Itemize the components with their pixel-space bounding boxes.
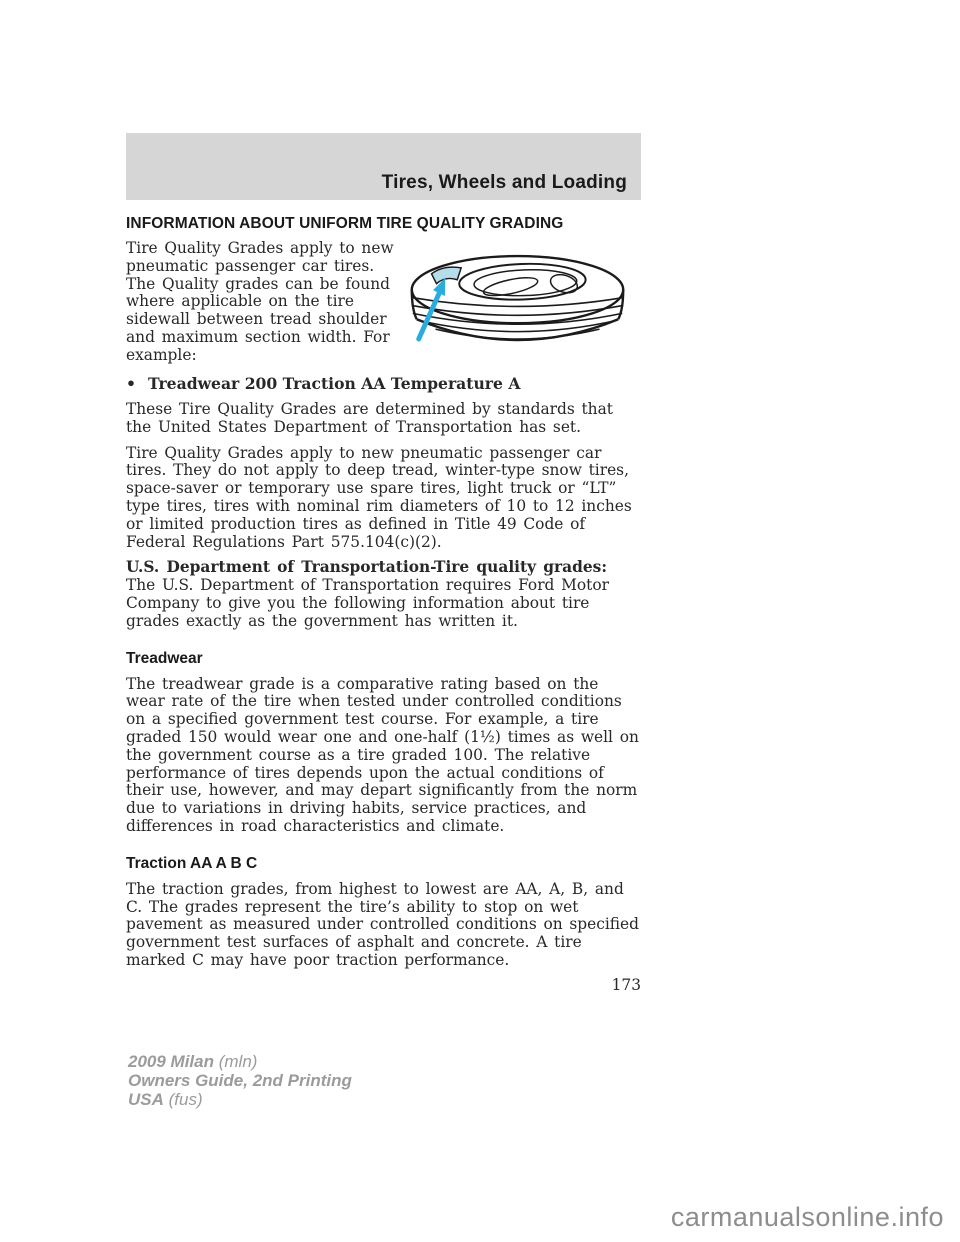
traction-heading: Traction AA A B C bbox=[126, 854, 258, 872]
intro-row bbox=[126, 240, 641, 365]
footer-line-guide bbox=[128, 1071, 352, 1090]
intro-paragraph: Tire Quality Grades apply to new pneumatic passenger car tires. The Quality grades can be found where applicable on the tire sidewall between tread shoulder and maximum section width. For example: bbox=[126, 239, 394, 364]
treadwear-heading: Treadwear bbox=[126, 649, 203, 667]
page-content-column bbox=[126, 133, 641, 994]
footer-model-code: (mln) bbox=[214, 1052, 258, 1071]
treadwear-paragraph: The treadwear grade is a comparative rating based on the wear rate of the tire when tested under controlled conditions on a specified government test course. For example, a tire graded 150 would wear one and one-half (1½) times as well on the government course as a tire graded 100. The relative performance of tires depends upon the actual conditions of their use, however, and may depart significantly from the norm due to variations in driving habits, service practices, and differences in road characteristics and climate. bbox=[126, 674, 639, 835]
tire-left-edge bbox=[412, 290, 417, 320]
chapter-banner bbox=[126, 133, 641, 200]
traction-paragraph: The traction grades, from highest to lowest are AA, A, B, and C. The grades represent the tire’s ability to stop on wet pavement as measured under controlled conditions on specified government test surfaces of asphalt and concrete. A tire marked C may have poor traction performance. bbox=[126, 879, 640, 969]
dot-paragraph-rest: The U.S. Department of Transportation requires Ford Motor Company to give you the following information about tire grades exactly as the government has written it. bbox=[126, 576, 609, 630]
sidewall-grade-patch bbox=[432, 267, 462, 284]
tire-sidewall-illustration bbox=[394, 240, 641, 365]
footer-region: USA bbox=[128, 1090, 164, 1109]
page-number: 173 bbox=[611, 975, 641, 994]
dot-quality-grades-paragraph bbox=[126, 559, 641, 630]
bullet-icon: • bbox=[126, 374, 136, 393]
document-footer bbox=[128, 1052, 352, 1109]
footer-model-year: 2009 Milan bbox=[128, 1052, 214, 1071]
footer-region-code: (fus) bbox=[163, 1090, 203, 1109]
dot-paragraph-lead: U.S. Department of Transportation-Tire quality grades: bbox=[126, 558, 608, 577]
standards-paragraph: These Tire Quality Grades are determined by standards that the United States Department of Transportation has set. bbox=[126, 400, 613, 436]
tire-figure-svg bbox=[394, 240, 641, 361]
tire-rim-inner-ring bbox=[474, 268, 578, 297]
watermark-text: carmanualsonline.info bbox=[670, 1202, 944, 1232]
applicability-paragraph: Tire Quality Grades apply to new pneumatic passenger car tires. They do not apply to deep tread, winter-type snow tires, space-saver or temporary use spare tires, light truck or “LT” type tires, tires with nominal rim diameters of 10 to 12 inches or limited production tires as defined in Title 49 Code of Federal Regulations Part 575.104(c)(2). bbox=[126, 443, 632, 551]
grade-example-text: Treadwear 200 Traction AA Temperature A bbox=[148, 374, 521, 393]
footer-line-edition bbox=[128, 1052, 352, 1071]
tread-line bbox=[435, 329, 599, 339]
chapter-title: Tires, Wheels and Loading bbox=[381, 172, 627, 193]
tire-right-edge bbox=[618, 290, 623, 320]
grade-example-bullet bbox=[126, 374, 641, 393]
section-title: INFORMATION ABOUT UNIFORM TIRE QUALITY GRADING bbox=[126, 215, 564, 232]
footer-guide-title: Owners Guide, 2nd Printing bbox=[128, 1071, 352, 1090]
footer-line-region bbox=[128, 1090, 352, 1109]
